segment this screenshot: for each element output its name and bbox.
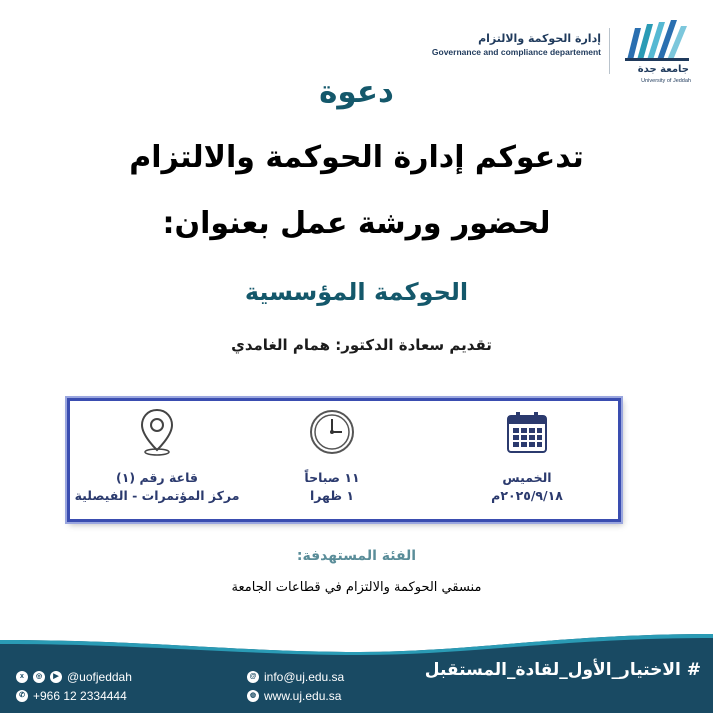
workshop-topic: الحوكمة المؤسسية xyxy=(244,278,469,306)
footer-wave xyxy=(0,630,713,660)
clock-icon xyxy=(309,409,355,455)
date-day: الخميس xyxy=(502,470,552,485)
time-details xyxy=(247,407,417,505)
email-contact[interactable] xyxy=(247,670,344,684)
department-name-ar: إدارة الحوكمة والالتزام xyxy=(478,32,601,45)
social-handle[interactable] xyxy=(16,670,132,684)
social-handle-text: @uofjeddah xyxy=(67,670,132,684)
email-icon: @ xyxy=(247,671,259,683)
target-audience-label: الفئة المستهدفة: xyxy=(296,548,417,564)
header xyxy=(0,8,713,84)
slogan-hashtag: # الاختيار_الأول_لقادة_المستقبل xyxy=(424,660,701,680)
phone-number[interactable] xyxy=(16,689,127,703)
invitation-line-2: لحضور ورشة عمل بعنوان: xyxy=(162,206,551,241)
time-start: ١١ صباحاً xyxy=(304,470,360,485)
time-end: ١ ظهرا xyxy=(309,488,355,503)
venue-room: قاعة رقم (١) xyxy=(116,470,198,485)
target-audience-value: منسقي الحوكمة والالتزام في قطاعات الجامعة xyxy=(231,580,482,595)
venue-location: مركز المؤتمرات - الفيصلية xyxy=(74,488,240,503)
website-text: www.uj.edu.sa xyxy=(264,689,342,703)
calendar-icon xyxy=(507,411,547,453)
phone-icon: ✆ xyxy=(16,690,28,702)
footer xyxy=(0,630,713,713)
phone-text: +966 12 2334444 xyxy=(33,689,127,703)
presenter: تقديم سعادة الدكتور: همام الغامدي xyxy=(231,336,492,354)
university-name-ar: جامعة جدة xyxy=(637,64,689,75)
invitation-line-1: تدعوكم إدارة الحوكمة والالتزام xyxy=(129,140,584,175)
university-name-en: University of Jeddah xyxy=(641,78,691,84)
event-details-box xyxy=(67,398,621,522)
globe-icon: ◍ xyxy=(247,690,259,702)
university-logo-icon xyxy=(625,18,689,62)
invitation-title: دعوة xyxy=(319,74,394,110)
date-value: ٢٠٢٥/٩/١٨م xyxy=(491,488,563,503)
email-text: info@uj.edu.sa xyxy=(264,670,345,684)
instagram-icon: ◎ xyxy=(33,671,45,683)
x-icon: x xyxy=(16,671,28,683)
department-name-en: Governance and compliance departement xyxy=(431,47,601,57)
department-name xyxy=(432,32,601,57)
date-details xyxy=(442,407,612,505)
location-pin-icon xyxy=(139,408,175,456)
youtube-icon: ▶ xyxy=(50,671,62,683)
venue-details xyxy=(72,407,242,505)
website-link[interactable] xyxy=(247,689,341,703)
header-divider xyxy=(609,28,610,74)
